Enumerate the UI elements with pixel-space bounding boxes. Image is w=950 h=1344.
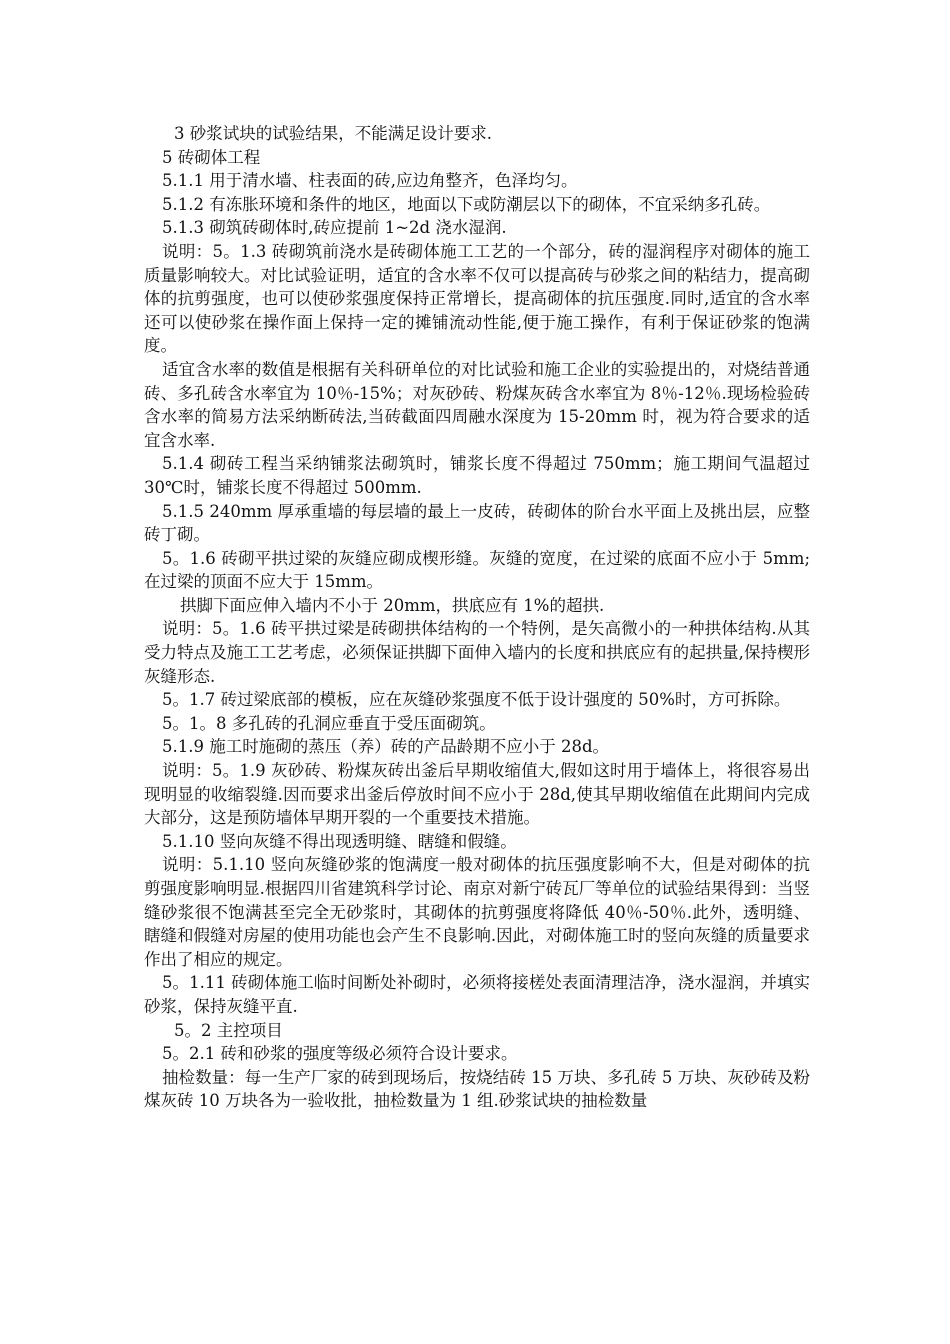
section-heading-5-2: 5。2 主控项目	[174, 1020, 283, 1040]
paragraph-5-1-9: 5.1.9 施工时施砌的蒸压（养）砖的产品龄期不应小于 28d。	[162, 737, 610, 757]
paragraph-5-1-7: 5。1.7 砖过梁底部的模板，应在灰缝砂浆强度不低于设计强度的 50%时，方可拆除。	[162, 690, 791, 710]
paragraph-mortar-result: 3 砂浆试块的试验结果，不能满足设计要求.	[174, 124, 492, 143]
paragraph-5-1-11: 5。1.11 砖砌体施工临时间断处补砌时，必须将接槎处表面清理洁净，浇水湿润，并填实砂浆，保持灰缝平直.	[144, 973, 810, 1016]
paragraph-5-1-6-arch: 拱脚下面应伸入墙内不小于 20mm，拱底应有 1%的超拱.	[180, 595, 605, 615]
note-moisture-content: 适宜含水率的数值是根据有关科研单位的对比试验和施工企业的实验提出的，对烧结普通砖、多孔砖含水率宜为 10％-15%；对灰砂砖、粉煤灰砖含水率宜为 8％-12％.现场检验砖含水率的简易方法采纳断砖法,当砖截面四周融水深度为 15-20mm 时，视为符合要求的适宜含水率.	[144, 359, 810, 450]
paragraph-5-1-6: 5。1.6 砖砌平拱过梁的灰缝应砌成楔形缝。灰缝的宽度，在过梁的底面不应小于 5mm;在过梁的顶面不应大于 15mm。	[144, 548, 810, 592]
paragraph-5-1-10: 5.1.10 竖向灰缝不得出现透明缝、瞎缝和假缝。	[162, 831, 517, 851]
paragraph-5-1-3: 5.1.3 砌筑砖砌体时,砖应提前 1~2d 浇水湿润.	[162, 218, 507, 238]
paragraph-sampling-quantity: 抽检数量：每一生产厂家的砖到现场后，按烧结砖 15 万块、多孔砖 5 万块、灰砂砖及粉煤灰砖 10 万块各为一验收批，抽检数量为 1 组.砂浆试块的抽检数量	[144, 1067, 810, 1111]
note-5-1-3: 说明：5。1.3 砖砌筑前浇水是砖砌体施工工艺的一个部分，砖的湿润程序对砌体的施工质量影响较大。对比试验证明，适宜的含水率不仅可以提高砖与砂浆之间的粘结力，提高砌体的抗剪强度，也可以使砂浆强度保持正常增长，提高砌体的抗压强度.同时,适宜的含水率还可以使砂浆在操作面上保持一定的摊铺流动性能,便于施工操作，有利于保证砂浆的饱满度。	[144, 241, 810, 356]
paragraph-5-2-1: 5。2.1 砖和砂浆的强度等级必须符合设计要求。	[162, 1044, 518, 1064]
paragraph-5-1-8: 5。1。8 多孔砖的孔洞应垂直于受压面砌筑。	[162, 713, 496, 733]
note-5-1-6: 说明：5。1.6 砖平拱过梁是砖砌拱体结构的一个特例，是矢高微小的一种拱体结构.从其受力特点及施工工艺考虑，必须保证拱脚下面伸入墙内的长度和拱底应有的起拱量,保持楔形灰缝形态.	[144, 619, 810, 686]
paragraph-5-1-2: 5.1.2 有冻胀环境和条件的地区，地面以下或防潮层以下的砌体，不宜采纳多孔砖。	[162, 194, 771, 214]
note-5-1-9: 说明：5。1.9 灰砂砖、粉煤灰砖出釜后早期收缩值大,假如这时用于墙体上，将很容易出现明显的收缩裂缝.因而要求出釜后停放时间不应小于 28d,使其早期收缩值在此期间内完成大部分，这是预防墙体早期开裂的一个重要技术措施。	[144, 761, 810, 828]
paragraph-5-1-4: 5.1.4 砌砖工程当采纳铺浆法砌筑时，铺浆长度不得超过 750mm；施工期间气温超过 30℃时，铺浆长度不得超过 500mm.	[144, 454, 810, 497]
paragraph-5-1-5: 5.1.5 240mm 厚承重墙的每层墙的最上一皮砖，砖砌体的阶台水平面上及挑出层，应整砖丁砌。	[144, 501, 810, 545]
note-5-1-10: 说明：5.1.10 竖向灰缝砂浆的饱满度一般对砌体的抗压强度影响不大，但是对砌体的抗剪强度影响明显.根据四川省建筑科学讨论、南京对新宁砖瓦厂等单位的试验结果得到：当竖缝砂浆很不饱满甚至完全无砂浆时，其砌体的抗剪强度将降低 40％-50％.此外，透明缝、瞎缝和假缝对房屋的使用功能也会产生不良影响.因此，对砌体施工时的竖向灰缝的质量要求作出了相应的规定。	[144, 855, 810, 969]
document-page	[144, 122, 810, 1113]
section-heading-5: 5 砖砌体工程	[162, 147, 261, 167]
paragraph-5-1-1: 5.1.1 用于清水墙、柱表面的砖,应边角整齐，色泽均匀。	[162, 171, 578, 191]
